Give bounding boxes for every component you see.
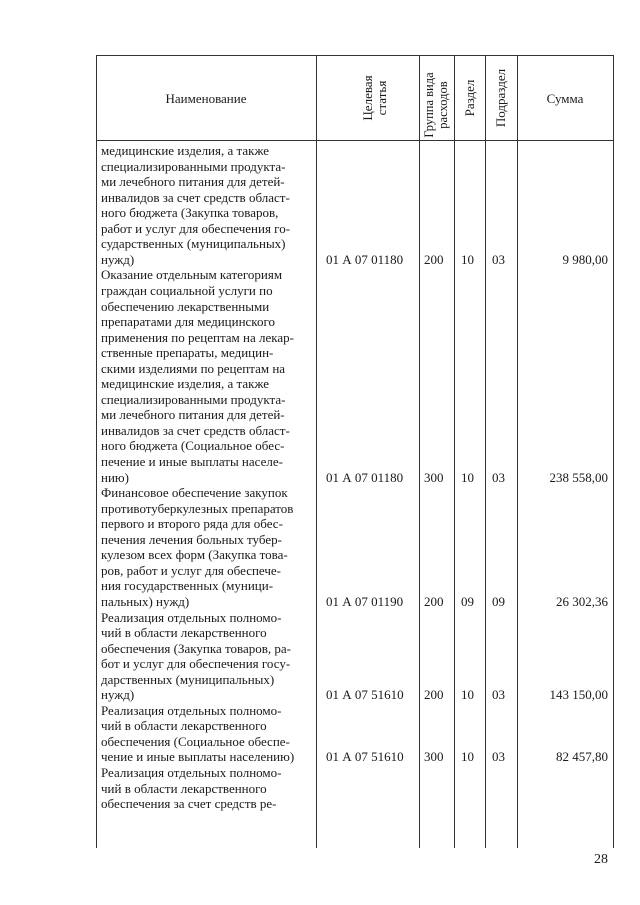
header-name: Наименование: [165, 91, 247, 106]
row-section: 10: [461, 469, 474, 485]
table-top-border: [96, 55, 614, 56]
row-name-line: чий в области лекарственного: [101, 625, 267, 641]
row-name-line: обеспечения (Закупка товаров, ра-: [101, 640, 291, 656]
row-name-line: пальных) нужд): [101, 593, 190, 609]
row-section: 10: [461, 687, 474, 703]
header-target-article: [360, 47, 389, 149]
row-article: 01 А 07 51610: [326, 749, 404, 765]
row-name-line: специализированными продукта-: [101, 391, 286, 407]
header-target-article-text: Целевая статья: [360, 75, 389, 121]
row-name-line: специализированными продукта-: [101, 158, 286, 174]
row-name-line: ния государственных (муници-: [101, 578, 274, 594]
col-border-section: [454, 55, 455, 848]
row-expense-group: 300: [424, 749, 444, 765]
row-name-line: печение и иные выплаты населе-: [101, 454, 283, 469]
row-expense-group: 300: [424, 469, 444, 485]
row-sum: 82 457,80: [556, 749, 608, 765]
row-name-line: обеспечения за счет средств ре-: [101, 796, 277, 812]
row-section: 09: [461, 593, 474, 609]
row-name-line: обеспечению лекарственными: [101, 298, 270, 314]
col-border-article: [316, 55, 317, 848]
row-section: 10: [461, 749, 474, 765]
row-article: 01 А 07 01180: [326, 469, 404, 485]
row-subsection: 09: [492, 593, 505, 609]
row-name-line: медицинские изделия, а также: [101, 376, 270, 392]
row-name-line: работ и услуг для обеспечения го-: [101, 220, 291, 236]
row-sum: 9 980,00: [562, 251, 608, 267]
col-border-subsection: [485, 55, 486, 848]
row-sum: 238 558,00: [549, 469, 608, 485]
row-expense-group: 200: [424, 687, 444, 703]
header-expense-group: [422, 61, 450, 149]
row-sum: 143 150,00: [549, 687, 608, 703]
col-border-sum: [517, 55, 518, 848]
header-subsection: Подраздел: [493, 68, 508, 128]
row-article: 01 А 07 01180: [326, 251, 404, 267]
row-subsection: 03: [492, 469, 505, 485]
row-name-line: Финансовое обеспечение закупок: [101, 485, 288, 501]
row-name-line: инвалидов за счет средств област-: [101, 422, 290, 438]
page-number: 28: [594, 852, 608, 867]
row-name-line: применения по рецептам на лекар-: [101, 329, 294, 345]
row-name-line: ственные препараты, медицин-: [101, 345, 274, 361]
row-name-line: кулезом всех форм (Закупка това-: [101, 547, 288, 563]
header-bottom-border: [96, 140, 614, 141]
row-name-line: первого и второго ряда для обес-: [101, 516, 283, 532]
col-border-group: [419, 55, 420, 848]
row-sum: 26 302,36: [556, 593, 608, 609]
row-name-line: чение и иные выплаты населению): [101, 749, 295, 765]
row-name-line: ми лечебного питания для детей-: [101, 407, 285, 423]
row-name-line: препаратами для медицинского: [101, 314, 275, 330]
header-section: Раздел: [462, 79, 477, 117]
row-name-line: дарственных (муниципальных): [101, 671, 275, 687]
row-name-line: нужд): [101, 687, 135, 703]
row-name-line: ного бюджета (Закупка товаров,: [101, 205, 279, 221]
row-name-line: Оказание отдельным категориям: [101, 267, 283, 283]
row-name-line: Реализация отдельных полномо-: [101, 702, 282, 718]
row-name-line: печения лечения больных тубер-: [101, 531, 282, 547]
row-name-line: обеспечения (Социальное обеспе-: [101, 733, 290, 749]
row-name-line: чий в области лекарственного: [101, 718, 267, 734]
row-article: 01 А 07 01190: [326, 593, 404, 609]
row-name-line: Реализация отдельных полномо-: [101, 765, 282, 780]
row-name-line: сударственных (муниципальных): [101, 236, 286, 252]
row-expense-group: 200: [424, 251, 444, 267]
row-name-line: медицинские изделия, а также: [101, 143, 270, 158]
row-name-line: Реализация отдельных полномо-: [101, 609, 282, 625]
col-border-left: [96, 55, 97, 848]
row-section: 10: [461, 251, 474, 267]
row-expense-group: 200: [424, 593, 444, 609]
row-subsection: 03: [492, 251, 505, 267]
row-subsection: 03: [492, 749, 505, 765]
row-name-line: чий в области лекарственного: [101, 780, 267, 796]
header-sum: Сумма: [546, 91, 584, 106]
row-article: 01 А 07 51610: [326, 687, 404, 703]
row-name-line: нию): [101, 469, 129, 485]
row-subsection: 03: [492, 687, 505, 703]
row-name-line: инвалидов за счет средств област-: [101, 189, 290, 205]
header-expense-group-text: Группа вида расходов: [422, 72, 450, 138]
col-border-right: [613, 55, 614, 848]
row-name-line: ми лечебного питания для детей-: [101, 174, 285, 190]
row-name-line: скими изделиями по рецептам на: [101, 360, 286, 376]
row-name-line: противотуберкулезных препаратов: [101, 500, 294, 516]
row-name-line: нужд): [101, 251, 135, 267]
row-name-line: бот и услуг для обеспечения госу-: [101, 656, 291, 672]
row-name-line: ного бюджета (Социальное обес-: [101, 438, 285, 454]
row-name-line: граждан социальной услуги по: [101, 282, 273, 298]
row-name-line: ров, работ и услуг для обеспече-: [101, 562, 282, 578]
